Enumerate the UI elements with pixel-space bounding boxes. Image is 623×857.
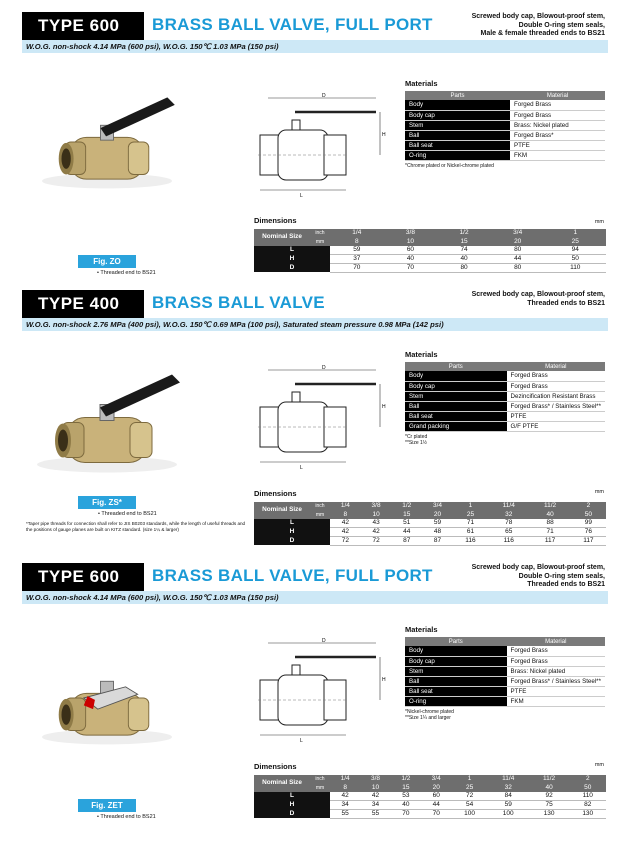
dimension-label: D [254, 809, 330, 818]
inch-unit: inch [310, 229, 330, 237]
dimension-value: 117 [529, 536, 570, 545]
dimension-value: 99 [571, 519, 606, 528]
materials-footnote [405, 163, 605, 169]
fig-label: Fig. ZS* [78, 496, 136, 509]
dimension-value: 80 [491, 263, 545, 272]
dimension-label: L [254, 246, 330, 255]
part-name: Body cap [405, 656, 507, 666]
part-name: Body cap [405, 381, 507, 391]
dimension-value: 55 [360, 809, 390, 818]
feature-line: Screwed body cap, Blowout-proof stem, [471, 564, 605, 571]
part-name: Stem [405, 120, 510, 130]
dimension-value: 51 [391, 519, 422, 528]
dimension-value: 84 [488, 792, 529, 801]
mm-size: 20 [421, 783, 451, 791]
footnote-line: *Nickel-chrome plated [405, 708, 454, 715]
pressure-rating: W.O.G. non-shock 4.14 MPa (600 psi), W.O.G. 150℃ 1.03 MPa (150 psi) [22, 40, 608, 53]
dimension-value: 42 [330, 527, 361, 536]
material-row [405, 421, 605, 431]
dimension-value: 40 [437, 254, 491, 263]
dimension-value: 42 [361, 527, 392, 536]
mm-size: 15 [391, 783, 421, 791]
dimension-value: 60 [421, 792, 451, 801]
material-value: Forged Brass* / Stainless Steel** [507, 401, 605, 411]
inch-size: 11/4 [488, 502, 529, 510]
material-value: Forged Brass [507, 656, 605, 666]
material-row [405, 646, 605, 656]
dimension-label: H [254, 527, 330, 536]
mm-size: 20 [422, 510, 453, 518]
material-value: FKM [507, 696, 605, 706]
dimension-label: L [254, 519, 330, 528]
nominal-size-label: Nominal Size [254, 502, 310, 519]
svg-text:D: D [322, 638, 326, 644]
material-row [405, 110, 605, 120]
inch-size: 1/2 [437, 229, 491, 237]
technical-drawing [248, 90, 398, 205]
section-header [22, 563, 608, 591]
nominal-size-label: Nominal Size [254, 229, 310, 246]
dimension-value: 42 [330, 519, 361, 528]
part-name: Ball [405, 130, 510, 140]
materials-title: Materials [405, 625, 438, 634]
mm-unit: mm [310, 783, 330, 791]
mm-size: 20 [491, 237, 545, 245]
materials-table [405, 91, 605, 161]
material-row [405, 696, 605, 706]
material-row [405, 411, 605, 421]
dimension-label: H [254, 254, 330, 263]
dimension-value: 43 [361, 519, 392, 528]
mm-unit: mm [310, 510, 330, 518]
part-name: Stem [405, 666, 507, 676]
materials-title: Materials [405, 79, 438, 88]
technical-drawing [248, 362, 398, 477]
dimensions-table [254, 229, 606, 273]
mm-size: 25 [453, 510, 488, 518]
nominal-size-label: Nominal Size [254, 775, 310, 792]
footnote-line: *Chrome plated or Nickel-chrome plated [405, 162, 494, 169]
dimension-value: 76 [571, 527, 606, 536]
dimension-value: 61 [453, 527, 488, 536]
material-row [405, 391, 605, 401]
dimension-value: 78 [488, 519, 529, 528]
svg-text:L: L [300, 193, 303, 199]
material-header: Material [507, 637, 605, 646]
inch-size: 11/2 [529, 502, 570, 510]
fig-note: • Threaded end to BS21 [98, 511, 157, 517]
mm-size: 32 [488, 783, 529, 791]
section-header [22, 290, 608, 318]
dimension-value: 34 [360, 800, 390, 809]
dimensions-table [254, 775, 606, 819]
fig-note: • Threaded end to BS21 [97, 814, 156, 820]
material-value: Brass: Nickel plated [507, 666, 605, 676]
material-value: Forged Brass [507, 371, 605, 381]
material-row [405, 150, 605, 160]
svg-text:H: H [382, 677, 386, 683]
pressure-rating: W.O.G. non-shock 4.14 MPa (600 psi), W.O.G. 150℃ 1.03 MPa (150 psi) [22, 591, 608, 604]
mm-size: 40 [529, 510, 570, 518]
material-row [405, 381, 605, 391]
dimension-value: 110 [545, 263, 607, 272]
dimension-value: 130 [529, 809, 570, 818]
fig-label: Fig. ZO [78, 255, 136, 268]
feature-line: Double O-ring stem seals, [518, 572, 605, 580]
mm-size: 15 [391, 510, 422, 518]
inch-size: 11/2 [529, 775, 570, 783]
fig-label: Fig. ZET [78, 799, 136, 812]
section-header [22, 12, 608, 40]
inch-size: 2 [571, 502, 606, 510]
inch-size: 1 [453, 502, 488, 510]
dimension-row [254, 519, 606, 528]
product-title: BRASS BALL VALVE, FULL PORT [152, 15, 433, 34]
parts-header: Parts [405, 362, 507, 371]
dimension-value: 53 [391, 792, 421, 801]
fig-note: • Threaded end to BS21 [97, 270, 156, 276]
material-value: Dezincification Resistant Brass [507, 391, 605, 401]
material-value: Forged Brass [507, 381, 605, 391]
dimension-value: 65 [488, 527, 529, 536]
inch-size: 3/4 [421, 775, 451, 783]
dimension-row [254, 254, 606, 263]
svg-text:H: H [382, 132, 386, 138]
mm-size: 32 [488, 510, 529, 518]
svg-text:L: L [300, 465, 303, 471]
dimension-label: H [254, 800, 330, 809]
dimension-row [254, 800, 606, 809]
dimension-value: 100 [451, 809, 487, 818]
dimension-value: 44 [391, 527, 422, 536]
svg-text:H: H [382, 404, 386, 410]
inch-size: 1/4 [330, 502, 361, 510]
dimension-value: 72 [451, 792, 487, 801]
material-row [405, 676, 605, 686]
dimension-value: 34 [330, 800, 360, 809]
dimension-value: 130 [570, 809, 607, 818]
material-row [405, 140, 605, 150]
material-header: Material [507, 362, 605, 371]
footnote-line: **Size 1¼ and larger [405, 714, 451, 721]
dimension-value: 50 [545, 254, 607, 263]
dimension-row [254, 527, 606, 536]
dimension-label: L [254, 792, 330, 801]
dimension-label: D [254, 536, 330, 545]
materials-footnote [405, 709, 605, 721]
material-row [405, 666, 605, 676]
feature-line: Male & female threaded ends to BS21 [480, 30, 605, 37]
part-name: Ball seat [405, 686, 507, 696]
valve-photo [22, 77, 192, 212]
dimension-value: 70 [391, 809, 421, 818]
mm-size: 10 [384, 237, 438, 245]
inch-size: 1/4 [330, 775, 360, 783]
inch-size: 3/4 [422, 502, 453, 510]
svg-text:D: D [322, 93, 326, 99]
material-row [405, 371, 605, 381]
product-title: BRASS BALL VALVE [152, 293, 325, 312]
dimension-value: 75 [529, 800, 570, 809]
dimension-value: 54 [451, 800, 487, 809]
inch-unit: inch [310, 502, 330, 510]
dimension-value: 44 [421, 800, 451, 809]
footnote-line: **Size 1½ [405, 439, 427, 446]
dimension-value: 87 [422, 536, 453, 545]
dimensions-title: Dimensions [254, 216, 297, 225]
materials-block [405, 350, 605, 446]
unit-label: mm [594, 489, 604, 495]
dimensions-title: Dimensions [254, 762, 297, 771]
dimension-value: 110 [570, 792, 607, 801]
dimensions-title: Dimensions [254, 489, 297, 498]
dimensions-table [254, 502, 606, 546]
material-row [405, 401, 605, 411]
part-name: Grand packing [405, 421, 507, 431]
material-value: Forged Brass [510, 100, 605, 110]
dimension-value: 80 [437, 263, 491, 272]
inch-size: 3/8 [361, 502, 392, 510]
materials-table [405, 637, 605, 707]
material-row [405, 130, 605, 140]
material-value: PTFE [507, 411, 605, 421]
material-row [405, 120, 605, 130]
mm-size: 50 [570, 783, 607, 791]
inch-unit: inch [310, 775, 330, 783]
mm-size: 25 [545, 237, 607, 245]
dimension-value: 70 [421, 809, 451, 818]
dimension-value: 100 [488, 809, 529, 818]
dimension-label: D [254, 263, 330, 272]
mm-size: 10 [360, 783, 390, 791]
dimension-value: 70 [384, 263, 438, 272]
inch-size: 1/2 [391, 775, 421, 783]
parts-header: Parts [405, 637, 507, 646]
materials-footnote [405, 434, 605, 446]
type-label: TYPE 600 [22, 563, 144, 591]
part-name: Body [405, 371, 507, 381]
part-name: Stem [405, 391, 507, 401]
dimension-row [254, 536, 606, 545]
feature-line: Screwed body cap, Blowout-proof stem, [471, 13, 605, 20]
dimension-value: 117 [571, 536, 606, 545]
inch-size: 1 [545, 229, 607, 237]
inch-size: 1/4 [330, 229, 384, 237]
material-value: FKM [510, 150, 605, 160]
dimension-row [254, 263, 606, 272]
material-value: Forged Brass* [510, 130, 605, 140]
dimension-value: 40 [391, 800, 421, 809]
dimension-value: 71 [453, 519, 488, 528]
feature-line: Screwed body cap, Blowout-proof stem, [471, 291, 605, 298]
dimension-row [254, 246, 606, 255]
inch-size: 3/8 [360, 775, 390, 783]
unit-label: mm [594, 219, 604, 225]
valve-photo [22, 633, 192, 768]
inch-size: 1/2 [391, 502, 422, 510]
material-value: Brass: Nickel plated [510, 120, 605, 130]
mm-size: 8 [330, 237, 384, 245]
feature-description [435, 13, 605, 39]
material-value: Forged Brass* / Stainless Steel** [507, 676, 605, 686]
materials-block [405, 79, 605, 169]
dimension-value: 71 [529, 527, 570, 536]
material-row [405, 656, 605, 666]
inch-size: 3/4 [491, 229, 545, 237]
mm-size: 25 [451, 783, 487, 791]
dimension-value: 92 [529, 792, 570, 801]
dimension-value: 72 [330, 536, 361, 545]
mm-size: 15 [437, 237, 491, 245]
technical-drawing [248, 635, 398, 750]
part-name: Ball seat [405, 411, 507, 421]
inch-size: 1 [451, 775, 487, 783]
dimensions-block [254, 216, 606, 273]
type-label: TYPE 600 [22, 12, 144, 40]
materials-title: Materials [405, 350, 438, 359]
part-name: Ball seat [405, 140, 510, 150]
parts-header: Parts [405, 91, 510, 100]
dimensions-block [254, 489, 606, 546]
dimension-value: 59 [422, 519, 453, 528]
dimension-row [254, 809, 606, 818]
dimension-value: 44 [491, 254, 545, 263]
mm-size: 8 [330, 783, 360, 791]
type-label: TYPE 400 [22, 290, 144, 318]
dimension-value: 87 [391, 536, 422, 545]
dimension-value: 116 [453, 536, 488, 545]
material-value: PTFE [507, 686, 605, 696]
mm-size: 50 [571, 510, 606, 518]
dimension-value: 74 [437, 246, 491, 255]
pressure-rating: W.O.G. non-shock 2.76 MPa (400 psi), W.O.G. 150℃ 0.69 MPa (100 psi), Saturated steam pressure 0.98 MPa (142 psi) [22, 318, 608, 331]
dimension-value: 37 [330, 254, 384, 263]
dimension-value: 59 [330, 246, 384, 255]
feature-line: Double O-ring stem seals, [518, 21, 605, 29]
part-name: Ball [405, 401, 507, 411]
product-title: BRASS BALL VALVE, FULL PORT [152, 566, 433, 585]
feature-line: Threaded ends to BS21 [527, 299, 605, 307]
dimension-value: 40 [384, 254, 438, 263]
dimension-value: 42 [330, 792, 360, 801]
mm-size: 10 [361, 510, 392, 518]
mm-size: 40 [529, 783, 570, 791]
part-name: O-ring [405, 150, 510, 160]
dimension-value: 60 [384, 246, 438, 255]
svg-text:L: L [300, 738, 303, 744]
part-name: O-ring [405, 696, 507, 706]
material-value: Forged Brass [507, 646, 605, 656]
mm-unit: mm [310, 237, 330, 245]
feature-description [435, 564, 605, 590]
inch-size: 2 [570, 775, 607, 783]
valve-photo [22, 350, 192, 500]
mm-size: 8 [330, 510, 361, 518]
part-name: Body [405, 646, 507, 656]
part-name: Body [405, 100, 510, 110]
material-value: G/F PTFE [507, 421, 605, 431]
part-name: Body cap [405, 110, 510, 120]
materials-table [405, 362, 605, 432]
material-value: Forged Brass [510, 110, 605, 120]
feature-description [435, 291, 605, 308]
dimension-value: 88 [529, 519, 570, 528]
unit-label: mm [594, 762, 604, 768]
inch-size: 11/4 [488, 775, 529, 783]
dimension-value: 94 [545, 246, 607, 255]
dimension-value: 80 [491, 246, 545, 255]
dimension-value: 59 [488, 800, 529, 809]
dimension-value: 82 [570, 800, 607, 809]
dimension-value: 70 [330, 263, 384, 272]
svg-text:D: D [322, 365, 326, 371]
dimension-value: 42 [360, 792, 390, 801]
dimension-value: 55 [330, 809, 360, 818]
material-row [405, 100, 605, 110]
footnote-line: *Cr plated [405, 433, 428, 440]
dimension-value: 116 [488, 536, 529, 545]
thread-note: *Taper pipe threads for connection shall refer to JIS B0203 standards, while the length of useful threads and the positions of gauge planes are built on KITZ standard. (size 1¼ & larger) [26, 521, 246, 532]
dimension-row [254, 792, 606, 801]
dimensions-block [254, 762, 606, 819]
material-row [405, 686, 605, 696]
dimension-value: 48 [422, 527, 453, 536]
dimension-value: 72 [361, 536, 392, 545]
feature-line: Threaded ends to BS21 [527, 581, 605, 588]
material-header: Material [510, 91, 605, 100]
inch-size: 3/8 [384, 229, 438, 237]
material-value: PTFE [510, 140, 605, 150]
part-name: Ball [405, 676, 507, 686]
materials-block [405, 625, 605, 721]
